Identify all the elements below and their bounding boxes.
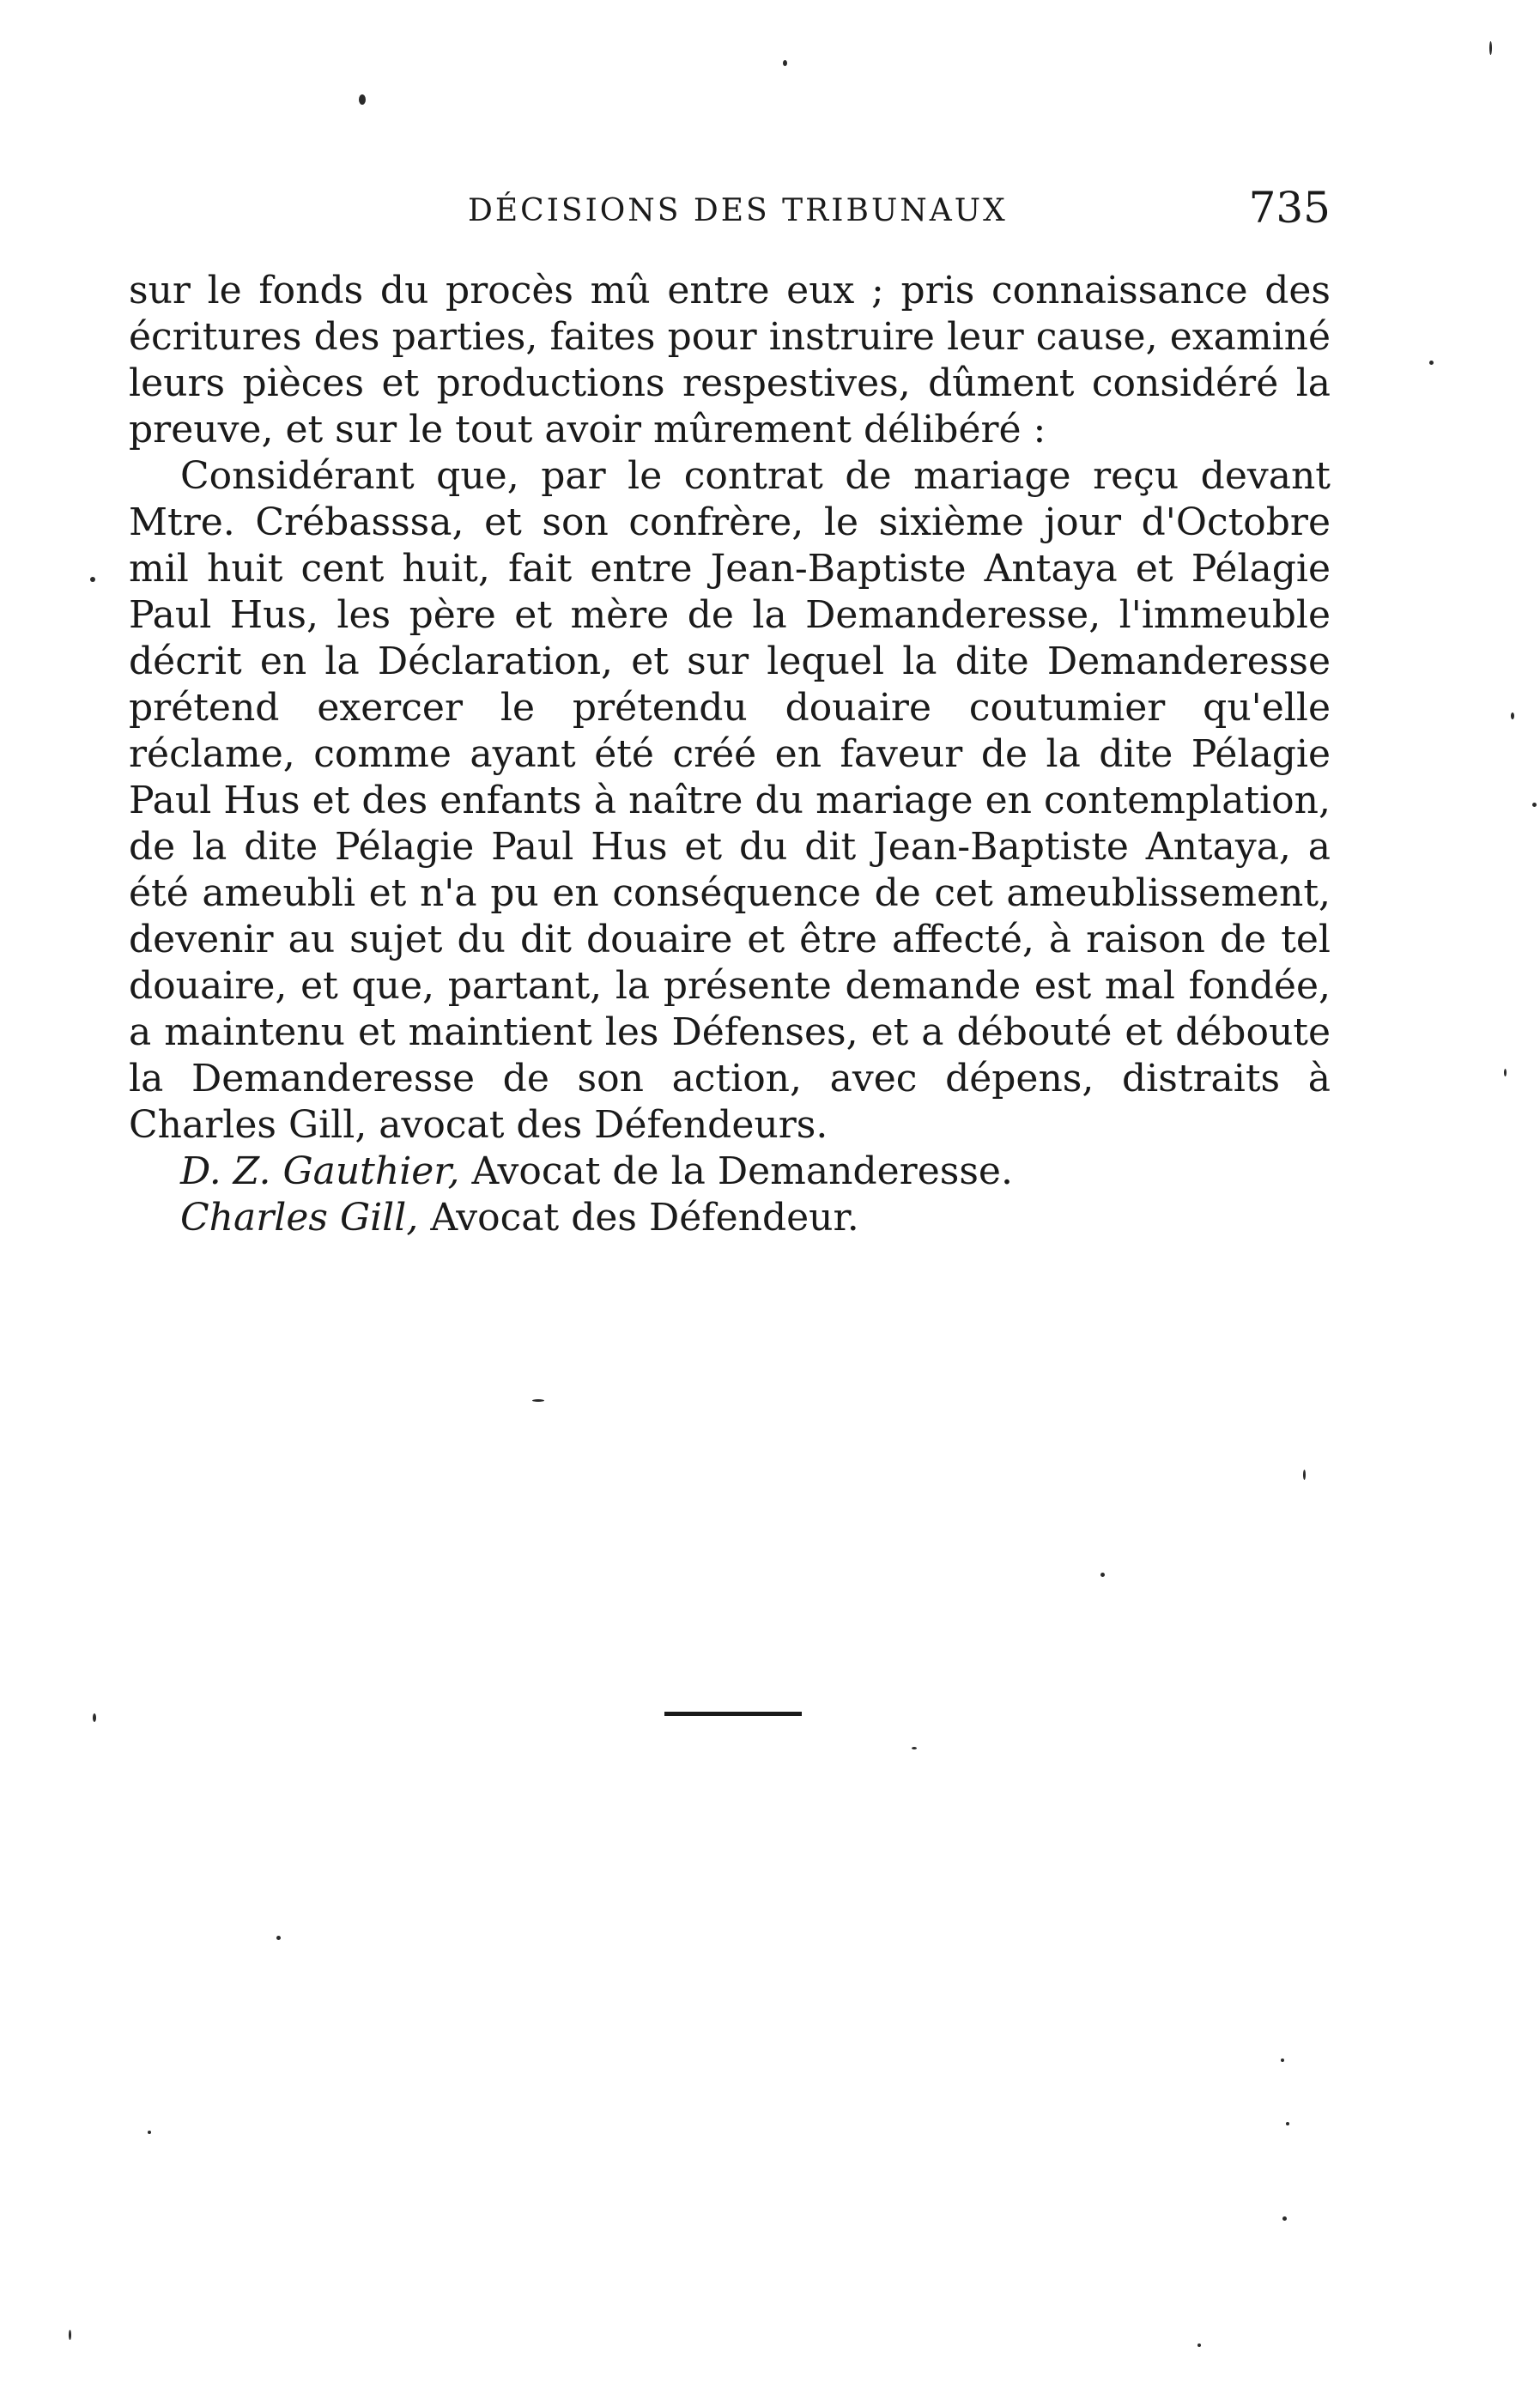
- scan-speck: [148, 2131, 151, 2134]
- scan-speck: [1303, 1470, 1306, 1480]
- scan-speck: [912, 1747, 917, 1749]
- running-title: DÉCISIONS DES TRIBUNAUX: [468, 193, 1008, 228]
- page-number: 735: [1248, 183, 1331, 233]
- scan-speck: [1429, 361, 1434, 365]
- scan-speck: [276, 1936, 281, 1940]
- signature-defendant-counsel: [180, 1195, 1331, 1241]
- scan-speck: [1511, 712, 1514, 719]
- scan-speck: [532, 1399, 544, 1402]
- running-head: [129, 176, 1331, 236]
- signature-plaintiff-counsel: [180, 1149, 1331, 1195]
- scan-speck: [1489, 41, 1492, 55]
- scan-speck: [1504, 1069, 1507, 1076]
- scan-speck: [359, 94, 366, 105]
- body-text: [129, 268, 1331, 1241]
- scan-speck: [1100, 1573, 1105, 1577]
- signature-name: Charles Gill,: [180, 1196, 419, 1240]
- scan-speck: [93, 1713, 96, 1722]
- signature-role: Avocat de la Demanderesse.: [471, 1149, 1013, 1193]
- paragraph-considerant: Considérant que, par le contrat de mariage reçu devant Mtre. Crébasssa, et son confrère, le sixième jour d'Octobre mil huit cent huit, fait entre Jean-Baptiste Antaya et Pélagie Paul Hus, les père et mère de la Demanderesse, l'immeuble décrit en la Déclaration, et sur lequel la dite Demanderesse prétend exercer le prétendu douaire coutumier qu'elle réclame, comme ayant été créé en faveur de la dite Pélagie Paul Hus et des enfants à naître du mariage en contemplation, de la dite Pélagie Paul Hus et du dit Jean-Baptiste Antaya, a été ameubli et n'a pu en conséquence de cet ameublissement, devenir au sujet du dit douaire et être affecté, à raison de tel douaire, et que, partant, la présente demande est mal fondée, a maintenu et maintient les Défenses, et a débouté et déboute la Demanderesse de son action, avec dépens, distraits à Charles Gill, avocat des Défendeurs.: [129, 454, 1331, 1147]
- scan-speck: [90, 577, 95, 582]
- scan-speck: [69, 2330, 71, 2340]
- scan-speck: [1286, 2122, 1289, 2125]
- signature-role: Avocat des Défendeur.: [430, 1196, 859, 1240]
- scan-speck: [1282, 2216, 1287, 2221]
- signature-name: D. Z. Gauthier,: [180, 1149, 460, 1193]
- scan-speck: [1281, 2058, 1284, 2062]
- section-end-rule: [664, 1712, 802, 1716]
- scan-speck: [1532, 803, 1537, 807]
- scan-speck: [783, 60, 787, 66]
- scan-speck: [1197, 2343, 1201, 2347]
- paragraph-continuation: sur le fonds du procès mû entre eux ; pris connaissance des écritures des parties, faites pour instruire leur cause, examiné leurs pièces et productions respestives, dûment considéré la preuve, et sur le tout avoir mûrement délibéré :: [129, 269, 1331, 452]
